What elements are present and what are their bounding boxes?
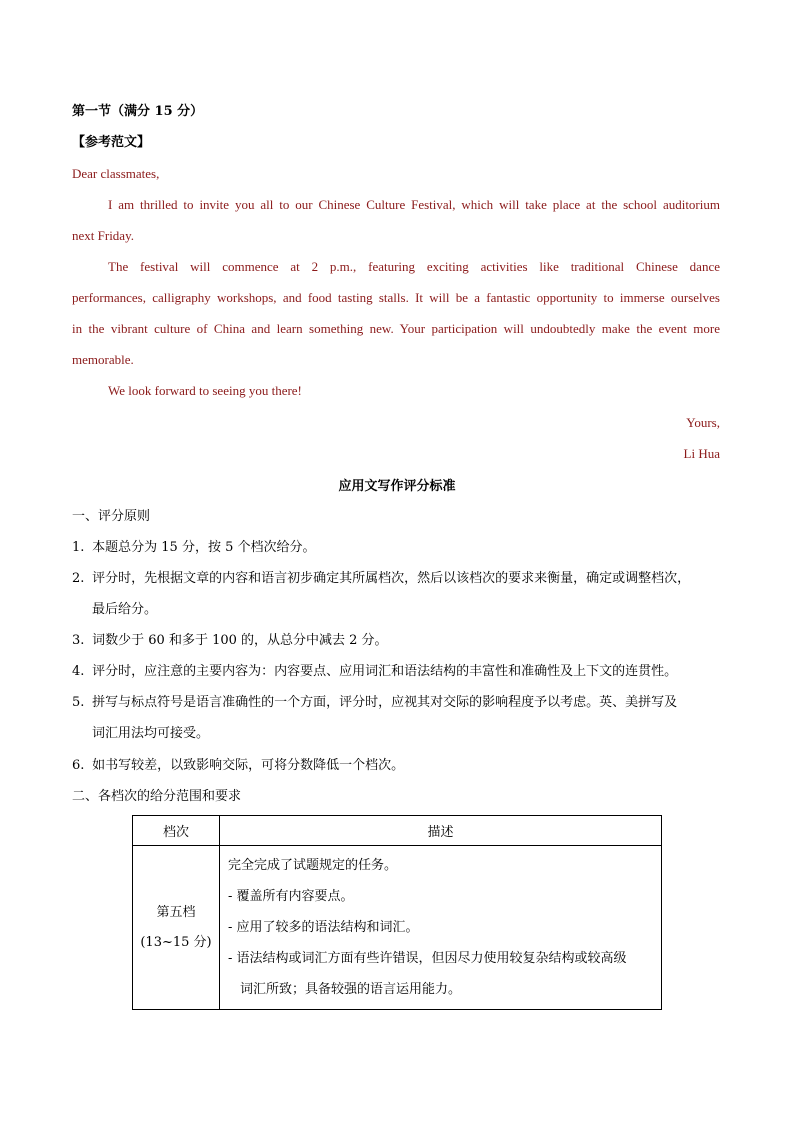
rule-number: 5.: [72, 695, 85, 710]
letter-salutation: Dear classmates,: [72, 166, 160, 181]
rule-text: 本题总分为 15 分，按 5 个档次给分。: [92, 540, 316, 555]
letter-p3: We look forward to seeing you there!: [108, 383, 302, 398]
rule-number: 6.: [72, 758, 85, 773]
rule-number: 1.: [72, 540, 85, 555]
letter-p2-line3: in the vibrant culture of China and learn something new. Your participation will undoubtedly make the event more: [72, 321, 720, 336]
rule-continuation: 最后给分。: [92, 602, 158, 617]
desc-line: 完全完成了试题规定的任务。: [228, 858, 398, 873]
rule-text: 评分时，先根据文章的内容和语言初步确定其所属档次，然后以该档次的要求来衡量，确定或调整档次，: [92, 571, 691, 586]
rule-item: [72, 756, 732, 776]
table-row: [133, 846, 662, 1010]
desc-line: - 语法结构或词汇方面有些许错误，但因尽力使用较复杂结构或较高级: [228, 951, 627, 966]
grading-table: [132, 815, 662, 1010]
header-description: 描述: [220, 816, 662, 846]
description-cell: [220, 846, 662, 1010]
ranges-heading: 二、各档次的给分范围和要求: [72, 789, 242, 804]
letter-closing: Yours,: [686, 415, 720, 430]
rule-text: 词数少于 60 和多于 100 的，从总分中减去 2 分。: [92, 633, 388, 648]
desc-line: - 覆盖所有内容要点。: [228, 889, 354, 904]
letter-signature: Li Hua: [683, 446, 720, 461]
letter-p2-line1: The festival will commence at 2 p.m., featuring exciting activities like traditional Chinese dance: [108, 259, 720, 274]
rule-text: 如书写较差，以致影响交际，可将分数降低一个档次。: [92, 758, 405, 773]
rule-item: [72, 631, 732, 651]
rule-continuation: 词汇用法均可接受。: [92, 726, 210, 741]
rule-item: [72, 569, 732, 617]
letter-p1-line2: next Friday.: [72, 228, 134, 243]
rule-item: [72, 662, 732, 682]
rule-number: 4.: [72, 664, 85, 679]
rule-item: [72, 538, 732, 558]
level-name: 第五档: [156, 904, 196, 920]
rule-text: 评分时，应注意的主要内容为：内容要点、应用词汇和语法结构的丰富性和准确性及上下文的连贯性。: [92, 664, 678, 679]
sample-label: 【参考范文】: [72, 135, 151, 150]
principles-heading: 一、评分原则: [72, 509, 151, 524]
header-level: 档次: [133, 816, 220, 846]
rule-number: 3.: [72, 633, 85, 648]
section-heading: 第一节（满分 15 分）: [72, 104, 204, 119]
letter-p2-line4: memorable.: [72, 352, 134, 367]
rule-text: 拼写与标点符号是语言准确性的一个方面，评分时，应视其对交际的影响程度予以考虑。英、美拼写及: [92, 695, 678, 710]
letter-p2-line2: performances, calligraphy workshops, and food tasting stalls. It will be a fantastic opportunity to immerse ourselves: [72, 290, 720, 305]
letter-p1-line1: I am thrilled to invite you all to our Chinese Culture Festival, which will take place at the school auditorium: [108, 197, 720, 212]
rule-item: [72, 693, 732, 741]
level-range: (13~15 分): [140, 934, 212, 950]
table-header-row: [133, 816, 662, 846]
rule-number: 2.: [72, 571, 85, 586]
level-cell: [133, 846, 220, 1010]
desc-line: - 应用了较多的语法结构和词汇。: [228, 920, 419, 935]
desc-line: 词汇所致；具备较强的语言运用能力。: [240, 982, 462, 997]
criteria-title: 应用文写作评分标准: [338, 479, 456, 494]
